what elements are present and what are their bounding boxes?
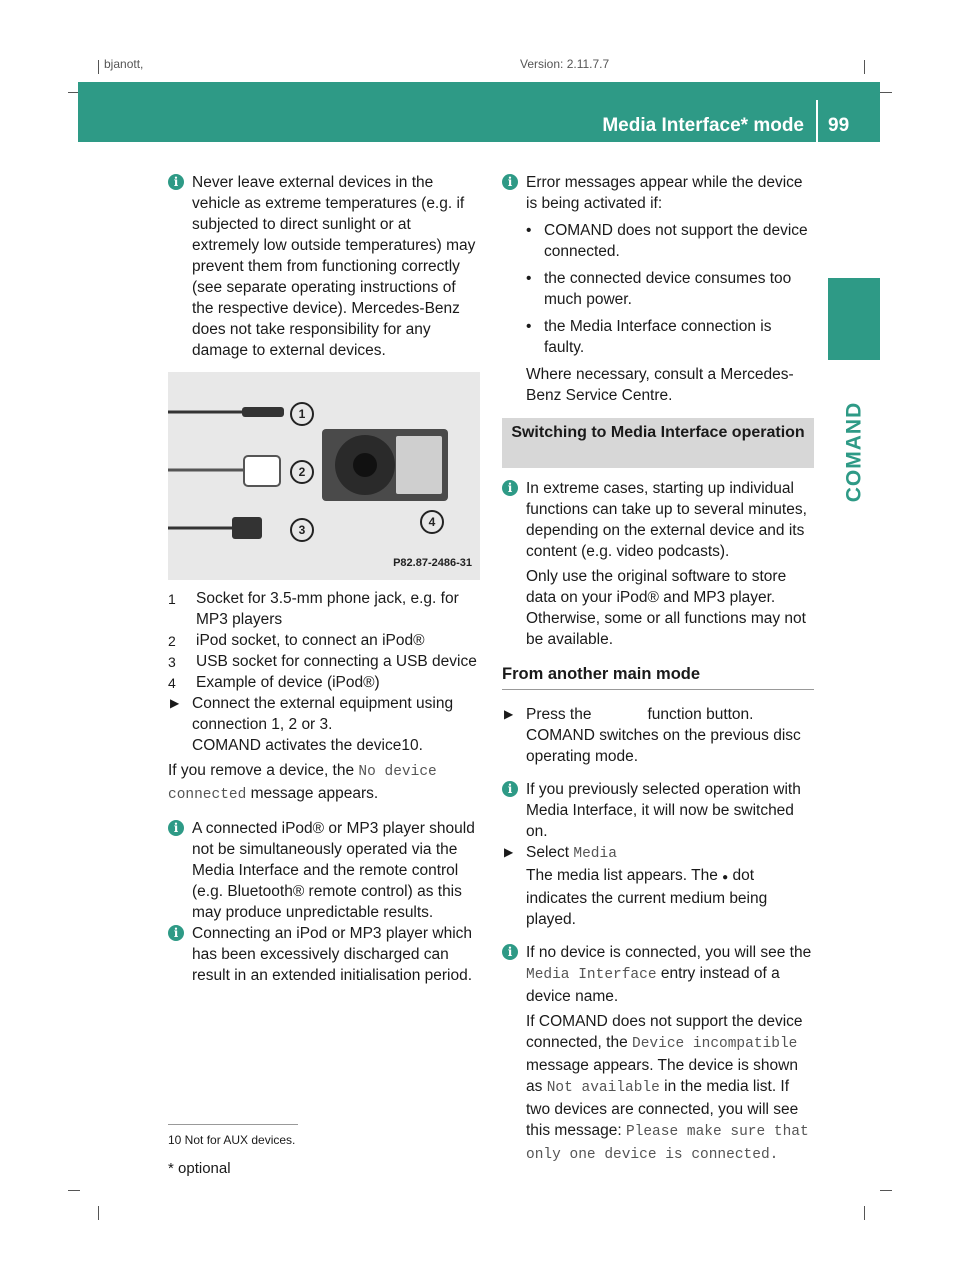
- note-startup: i In extreme cases, starting up individual functions can take up to several minutes, depending on the external device and its content (e.g. video podcasts).: [502, 478, 814, 562]
- figure-callout: 4: [420, 510, 444, 534]
- list-item: • the Media Interface connection is faulty.: [526, 318, 772, 356]
- note-previous-operation: i If you previously selected operation with Media Interface, it will now be switched on.: [502, 779, 814, 842]
- list-item: • COMAND does not support the device connected.: [526, 222, 808, 260]
- step-result: The media list appears. The ● dot indicates the current medium being played.: [526, 867, 768, 928]
- connector-figure: [168, 372, 480, 580]
- step-result: COMAND switches on the previous disc operating mode.: [526, 727, 801, 765]
- step-arrow-icon: ▶: [504, 707, 514, 721]
- note-external-devices: i Never leave external devices in the vehicle as extreme temperatures (e.g. if subjected to direct sunlight or at extremely low outside temperatures) may prevent them from functioning correctly (see separate operating instructions of the respective device). Mercedes-Benz does not take responsibility for any damage to external devices.: [168, 172, 480, 361]
- section-title: Switching to Media Interface operation: [511, 424, 805, 441]
- dot-icon: ●: [722, 872, 729, 883]
- legend-item: 1 Socket for 3.5-mm phone jack, e.g. for MP3 players: [168, 590, 459, 628]
- figure-callout: 2: [290, 460, 314, 484]
- note-incompatible: If COMAND does not support the device connected, the Device incompatible message appears. The device is shown as Not available in the media list. If two devices are connected, you will see this message: Please make sure that only one device is connected.: [526, 1013, 809, 1163]
- side-tab: [828, 278, 880, 360]
- info-icon: i: [168, 820, 184, 836]
- info-icon: i: [168, 174, 184, 190]
- crop-mark: [864, 60, 865, 74]
- note-error-messages: i Error messages appear while the device is being activated if:: [502, 172, 814, 214]
- remove-device-text: If you remove a device, the No device connected message appears.: [168, 762, 437, 803]
- info-icon: i: [502, 781, 518, 797]
- step-arrow-icon: ▶: [504, 845, 514, 859]
- footnote-rule: [168, 1124, 298, 1125]
- crop-mark: [864, 1206, 865, 1220]
- note-software: Only use the original software to store data on your iPod® and MP3 player. Otherwise, some or all functions may not be available.: [526, 568, 806, 648]
- header-separator: [816, 100, 818, 142]
- note-remote-control: i A connected iPod® or MP3 player should not be simultaneously operated via the Media Interface and the remote control (e.g. Bluetooth® remote control) as this may produce unpredictable results.: [168, 818, 480, 923]
- note-no-device: i If no device is connected, you will see the Media Interface entry instead of a device name.: [502, 942, 814, 1007]
- step-result: COMAND activates the device10.: [192, 737, 423, 754]
- legend-item: 3 USB socket for connecting a USB device: [168, 653, 477, 670]
- info-icon: i: [502, 480, 518, 496]
- subheading-rule: [502, 689, 814, 690]
- footnote: 10 Not for AUX devices.: [168, 1133, 296, 1147]
- crop-mark: [68, 1190, 80, 1191]
- step-select-media: ▶ Select Media: [504, 844, 617, 862]
- figure-callout: 1: [290, 402, 314, 426]
- subheading-main-mode: From another main mode: [502, 665, 701, 683]
- crop-mark: [880, 92, 892, 93]
- page-title: Media Interface* mode: [602, 115, 804, 136]
- meta-author: bjanott,: [104, 57, 144, 71]
- connector-illustration: [168, 372, 480, 580]
- list-item: • the connected device consumes too much power.: [526, 270, 792, 308]
- figure-callout: 3: [290, 518, 314, 542]
- step-arrow-icon: ▶: [170, 696, 180, 710]
- section-heading-box: [502, 418, 814, 468]
- crop-mark: [880, 1190, 892, 1191]
- legend-item: 4 Example of device (iPod®): [168, 674, 380, 691]
- right-column-bottom: [502, 478, 814, 1166]
- legend-item: 2 iPod socket, to connect an iPod®: [168, 632, 425, 649]
- consult-text: Where necessary, consult a Mercedes-Benz Service Centre.: [526, 366, 794, 404]
- meta-version: Version: 2.11.7.7: [520, 57, 610, 71]
- step-press-button: ▶ Press the function button.: [504, 706, 754, 723]
- info-icon: i: [168, 925, 184, 941]
- crop-mark: [98, 1206, 99, 1220]
- crop-mark: [98, 60, 99, 74]
- step-connect: ▶ Connect the external equipment using connection 1, 2 or 3.: [170, 695, 454, 733]
- error-list: [502, 220, 814, 358]
- optional-note: * optional: [168, 1160, 231, 1177]
- left-column-top: [168, 172, 480, 361]
- page-number: 99: [828, 115, 850, 136]
- left-column-bottom: [168, 588, 480, 986]
- figure-code: P82.87-2486-31: [393, 557, 472, 569]
- info-icon: i: [502, 174, 518, 190]
- side-label: COMAND: [842, 401, 866, 503]
- right-column-top: [502, 172, 814, 406]
- info-icon: i: [502, 944, 518, 960]
- note-discharged: i Connecting an iPod or MP3 player which has been excessively discharged can result in an extended initialisation period.: [168, 923, 480, 986]
